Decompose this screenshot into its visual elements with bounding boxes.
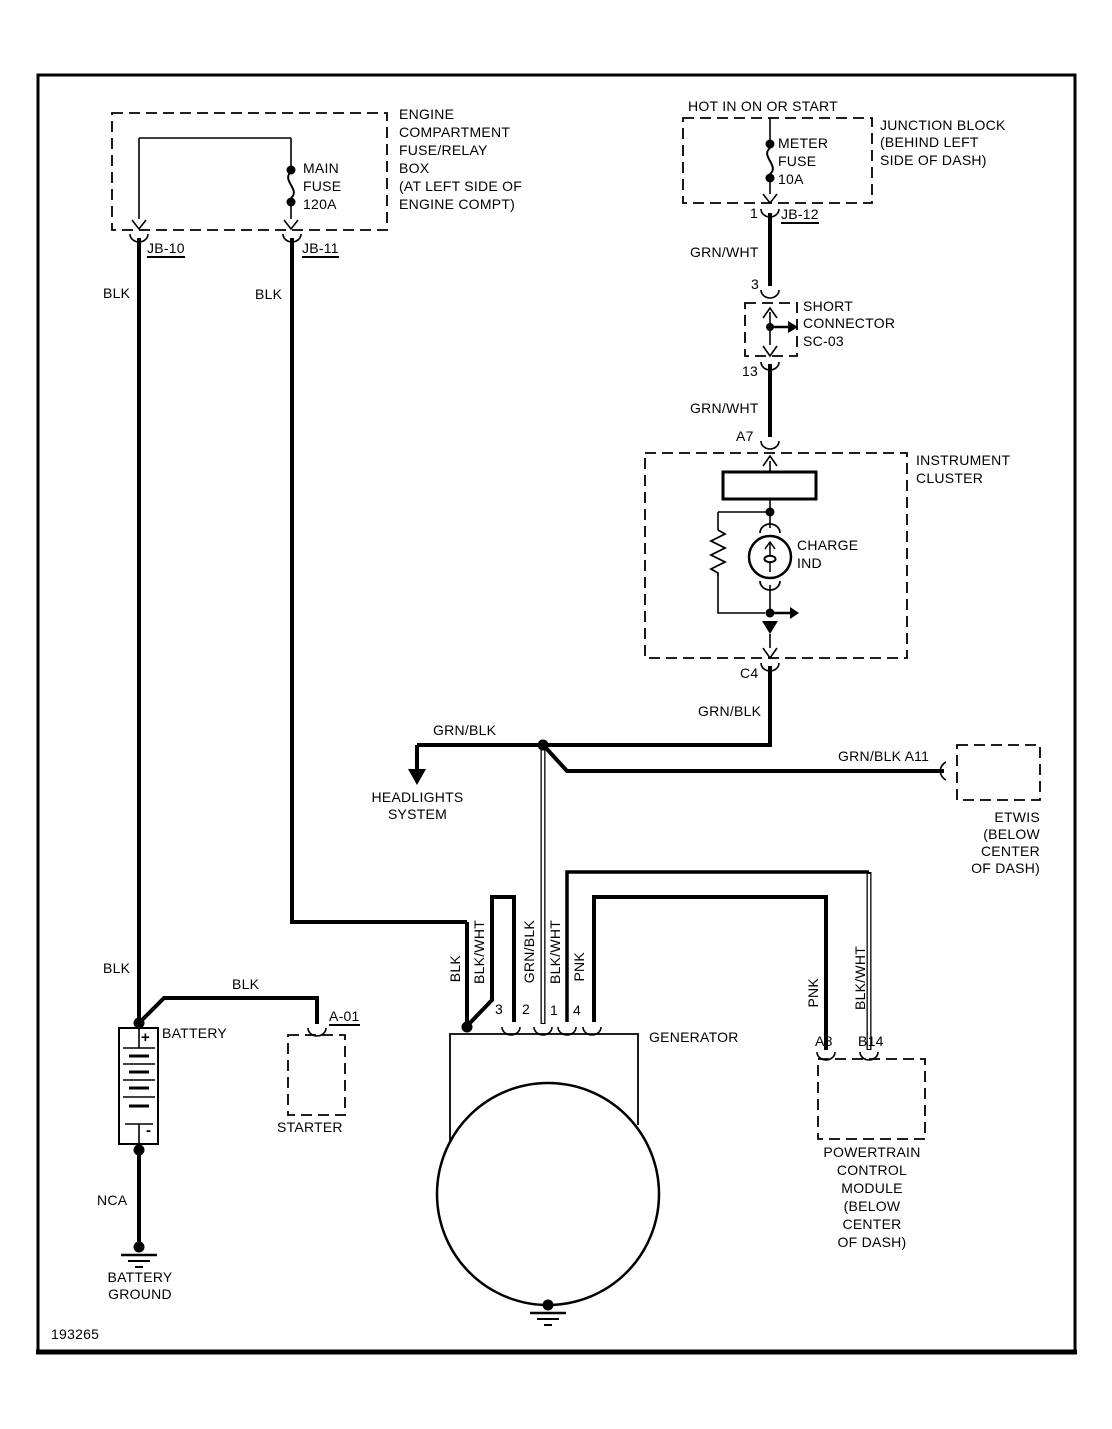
wire-label-grnblk-a11: GRN/BLK A11 xyxy=(838,748,930,764)
cluster-circuit-block xyxy=(723,472,816,499)
pcm-name-line: MODULE xyxy=(841,1180,903,1196)
short-connector-internals xyxy=(763,308,798,356)
short-connector-name-line: CONNECTOR xyxy=(803,315,896,331)
charge-indicator-label-line: CHARGE xyxy=(797,537,859,553)
wire-label-grnblk: GRN/BLK xyxy=(521,920,537,984)
wire-label-pnk: PNK xyxy=(805,978,821,1008)
instrument-cluster-name-line: CLUSTER xyxy=(916,470,984,486)
pin-number: 3 xyxy=(751,276,760,292)
blkwht-pin1-wire xyxy=(567,872,869,1022)
starter-outline xyxy=(288,1035,345,1115)
wire-label-blk: BLK xyxy=(255,286,283,302)
pcm-name-line: (BELOW xyxy=(843,1198,901,1214)
battery-label: BATTERY xyxy=(162,1025,228,1041)
pin-b14: B14 xyxy=(858,1033,884,1049)
meter-fuse-label-line: FUSE xyxy=(778,153,817,169)
pin-c4: C4 xyxy=(740,665,759,681)
battery-ground-label-line: BATTERY xyxy=(107,1269,173,1285)
wire-label-blkwht: BLK/WHT xyxy=(547,920,563,984)
headlights-arrow xyxy=(408,745,426,785)
battery-symbol xyxy=(119,1028,158,1144)
main-fuse-label-line: MAIN xyxy=(303,160,339,176)
wire-label-blkwht: BLK/WHT xyxy=(471,920,487,984)
battery-ground-label-line: GROUND xyxy=(108,1286,172,1302)
pin-number: 4 xyxy=(573,1002,582,1018)
wire-label-blk: BLK xyxy=(103,285,131,301)
wire-label-blkwht: BLK/WHT xyxy=(852,946,868,1010)
pin-number: 1 xyxy=(550,1002,559,1018)
engine-fuse-box-name-line: BOX xyxy=(399,160,430,176)
headlights-system-line: SYSTEM xyxy=(387,806,448,822)
blk-jb11-wire xyxy=(290,238,467,1024)
blk-starter-wire xyxy=(141,998,317,1024)
pin-a8: A8 xyxy=(815,1033,833,1049)
pnk-pin4-wire xyxy=(594,897,826,1050)
short-connector-name-line: SHORT xyxy=(803,298,853,314)
engine-fuse-box-name-line: FUSE/RELAY xyxy=(399,142,488,158)
connector-a01: A-01 xyxy=(329,1008,360,1024)
charge-indicator-bulb xyxy=(749,516,791,590)
pcm-name-line: CONTROL xyxy=(836,1162,908,1178)
wire-label-blk: BLK xyxy=(103,960,131,976)
pin-a7: A7 xyxy=(736,428,754,444)
wire-label-grnwht: GRN/WHT xyxy=(690,244,759,260)
engine-fuse-box-name-line: ENGINE xyxy=(399,106,455,122)
main-fuse-label-line: FUSE xyxy=(303,178,342,194)
battery-ground-symbol xyxy=(121,1152,157,1267)
etwis-name-line: (BELOW xyxy=(983,826,1040,842)
battery-plus-sign: + xyxy=(141,1029,151,1046)
pin-number: 2 xyxy=(522,1001,531,1017)
connector-jb10: JB-10 xyxy=(147,240,185,256)
engine-fuse-box-name-line: (AT LEFT SIDE OF xyxy=(399,178,523,194)
pin-number: 3 xyxy=(495,1001,504,1017)
charge-indicator-label-line: IND xyxy=(797,555,822,571)
generator-symbol xyxy=(437,1034,659,1325)
generator-label: GENERATOR xyxy=(649,1029,739,1045)
short-connector-name-line: SC-03 xyxy=(803,333,844,349)
wire-label-blk: BLK xyxy=(232,976,260,992)
main-fuse-label-line: 120A xyxy=(303,196,337,212)
wire-label-grnblk: GRN/BLK xyxy=(433,722,497,738)
headlights-system-line: HEADLIGHTS xyxy=(371,789,464,805)
engine-fuse-box-outline xyxy=(112,113,387,230)
etwis-name-line: CENTER xyxy=(980,843,1040,859)
connector-jb11: JB-11 xyxy=(302,240,339,256)
wire-label-blk: BLK xyxy=(447,955,463,983)
engine-fuse-box-internals xyxy=(130,138,301,242)
etwis-name-line: ETWIS xyxy=(994,809,1040,825)
junction-dots xyxy=(134,140,775,1156)
pcm-outline xyxy=(818,1059,925,1139)
connector-jb12: JB-12 xyxy=(781,206,819,222)
pcm-name-line: OF DASH) xyxy=(837,1234,907,1250)
junction-block-name-line: JUNCTION BLOCK xyxy=(880,117,1006,133)
wire-label-nca: NCA xyxy=(97,1192,128,1208)
pcm-name-line: CENTER xyxy=(842,1216,902,1232)
wire-label-grnblk: GRN/BLK xyxy=(698,703,762,719)
instrument-cluster-name-line: INSTRUMENT xyxy=(916,452,1011,468)
wire-label-pnk: PNK xyxy=(571,952,587,982)
pin-number: 1 xyxy=(750,205,759,221)
etwis-name-line: OF DASH) xyxy=(971,860,1040,876)
diode-symbol xyxy=(762,621,778,634)
pcm-name-line: POWERTRAIN xyxy=(823,1144,921,1160)
battery-minus-sign: - xyxy=(146,1122,152,1139)
pin-number: 13 xyxy=(742,363,759,379)
power-note: HOT IN ON OR START xyxy=(688,98,838,114)
meter-fuse-label-line: 10A xyxy=(778,171,804,187)
resistor-symbol xyxy=(711,530,725,576)
starter-label: STARTER xyxy=(277,1119,343,1135)
meter-fuse-label-line: METER xyxy=(778,135,829,151)
engine-fuse-box-name-line: ENGINE COMPT) xyxy=(399,196,516,212)
engine-fuse-box-name-line: COMPARTMENT xyxy=(399,124,511,140)
junction-block-name-line: SIDE OF DASH) xyxy=(880,152,987,168)
etwis-outline xyxy=(957,745,1040,800)
junction-block-name-line: (BEHIND LEFT xyxy=(880,134,979,150)
figure-number: 193265 xyxy=(51,1326,100,1342)
wire-label-grnwht: GRN/WHT xyxy=(690,400,759,416)
